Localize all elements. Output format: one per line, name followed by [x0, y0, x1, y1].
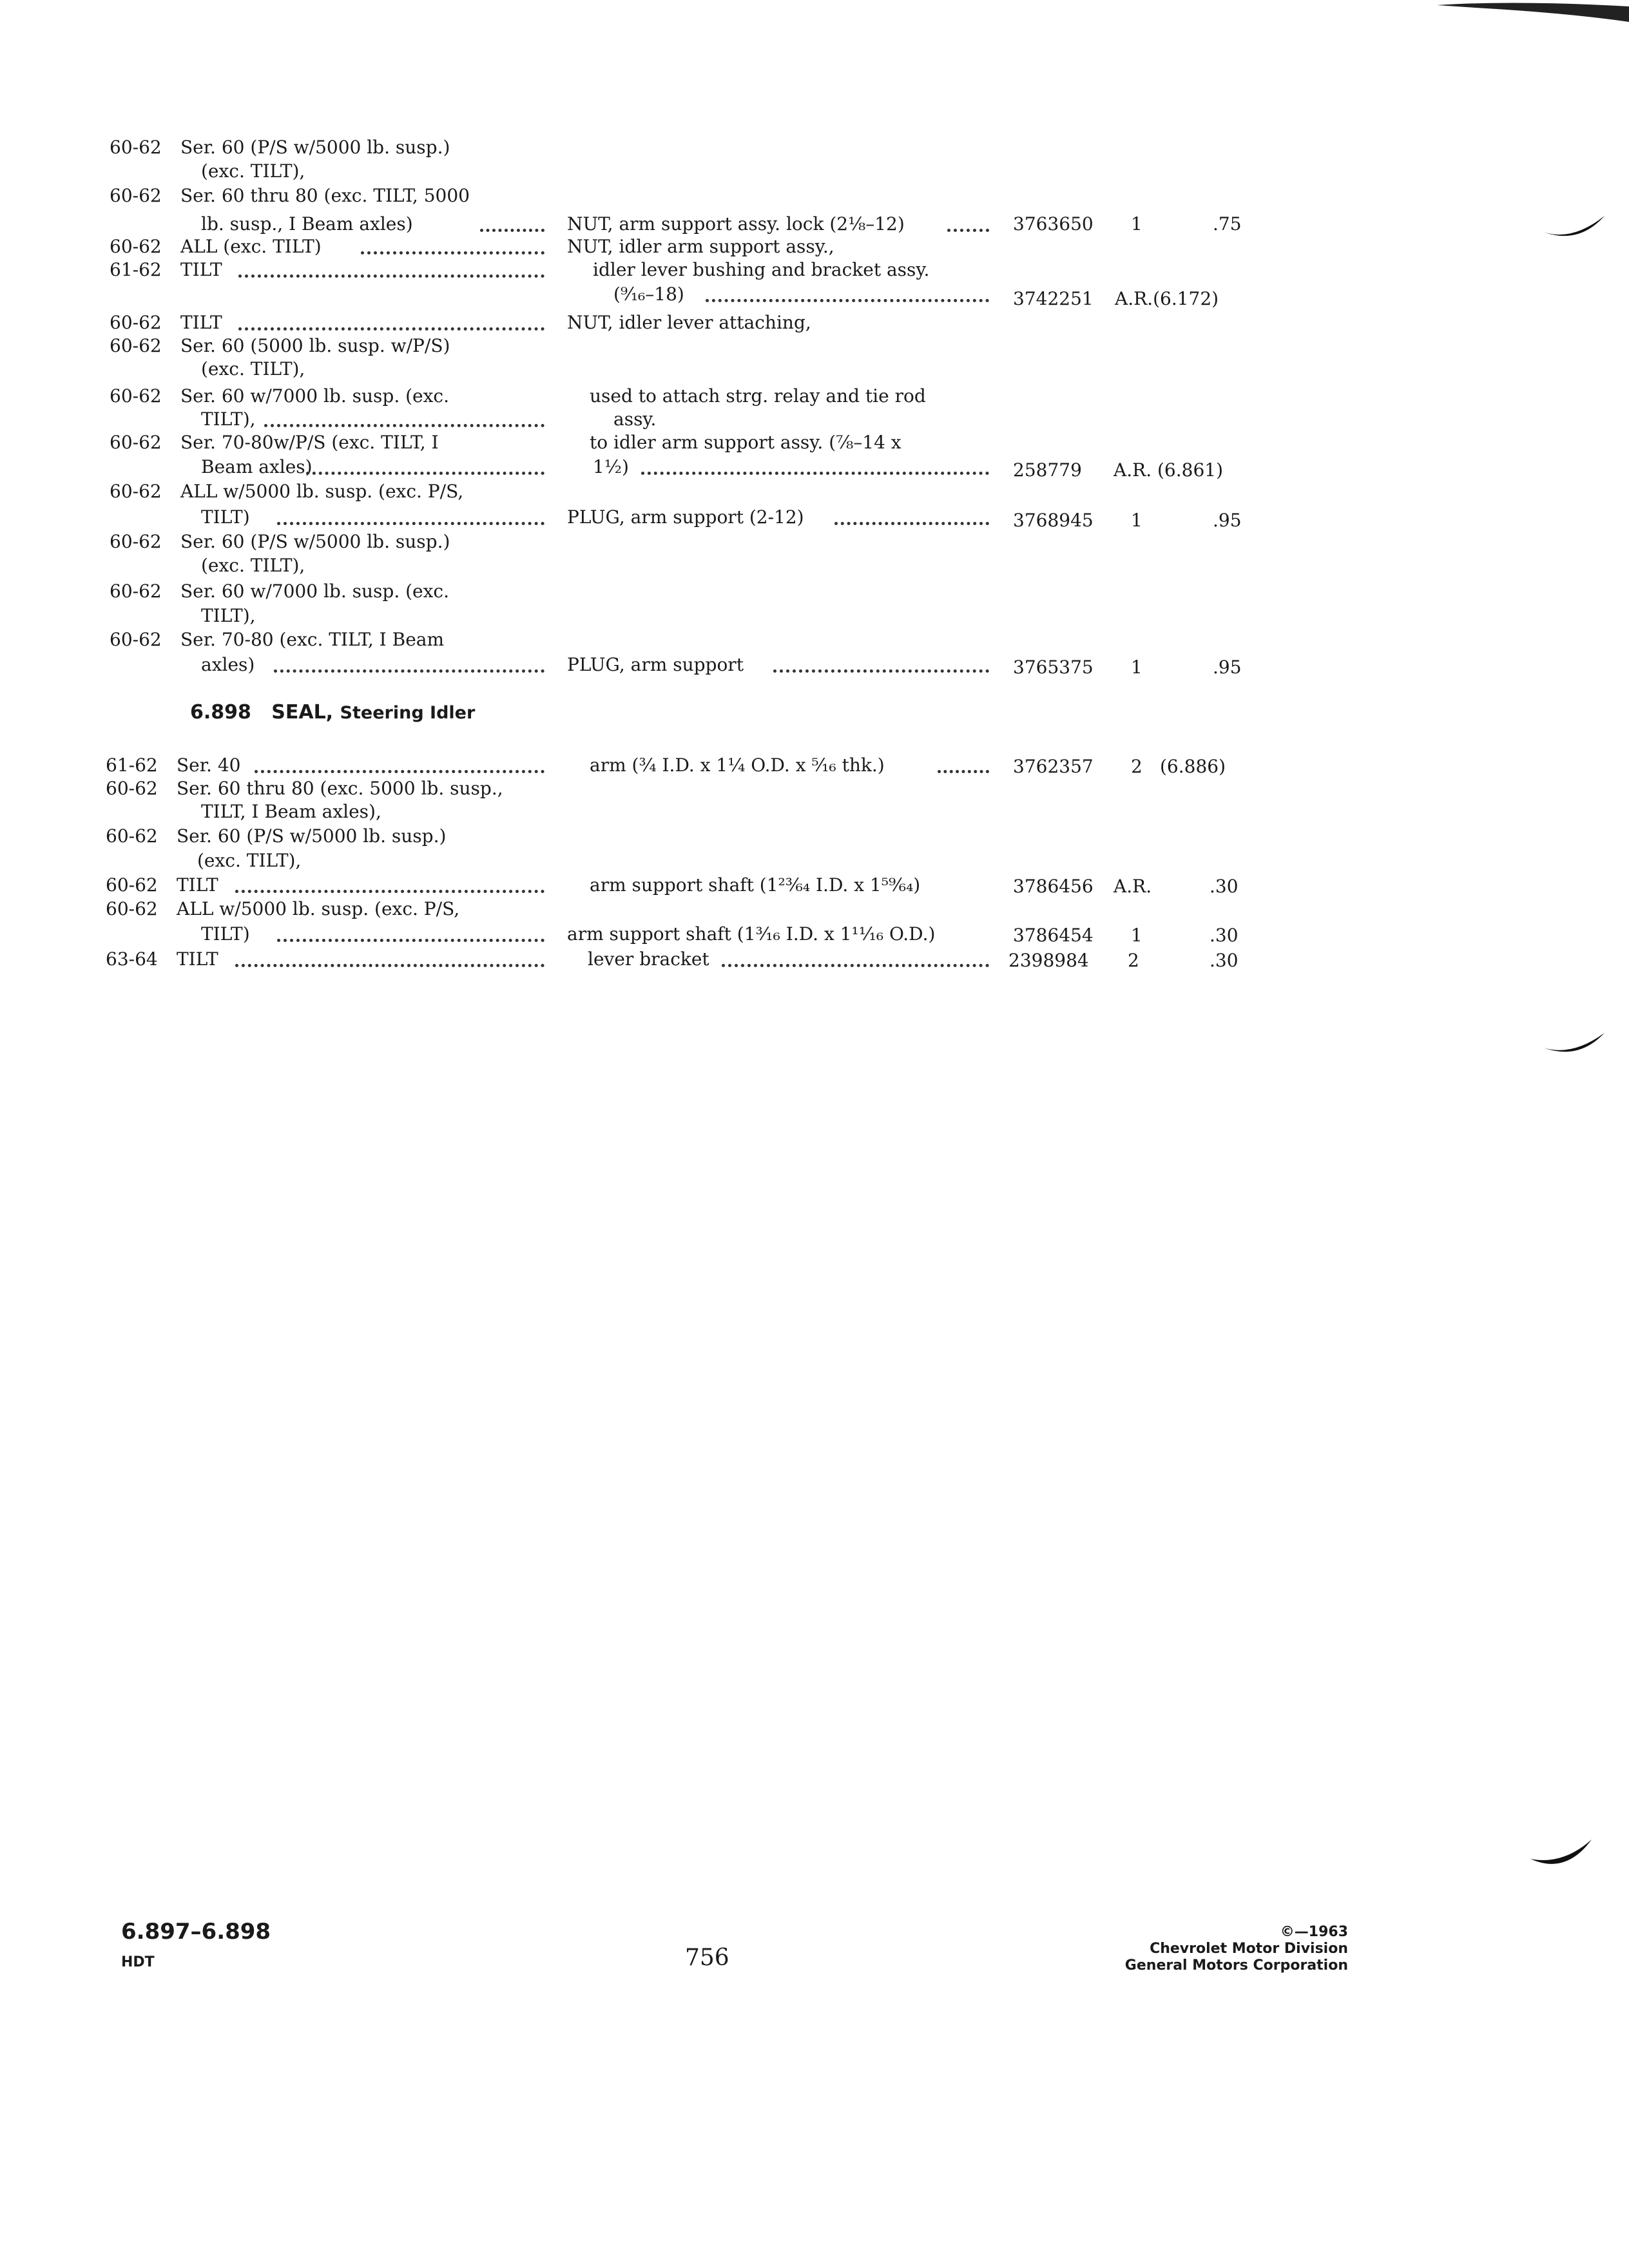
year: 60-62 — [110, 629, 162, 650]
quantity: 1 — [1131, 657, 1142, 678]
part-number: 3763650 — [1013, 213, 1094, 235]
model: Ser. 60 w/7000 lb. susp. (exc. — [180, 385, 449, 407]
year: 60-62 — [110, 185, 162, 206]
leader-dots — [834, 522, 989, 525]
year: 60-62 — [110, 481, 162, 502]
model: TILT), — [201, 408, 256, 430]
leader-dots — [947, 229, 989, 232]
description: to idler arm support assy. (⅞–14 x — [590, 432, 901, 453]
year: 60-62 — [110, 432, 162, 453]
section-number: 6.898 — [190, 701, 251, 724]
description: assy. — [613, 408, 657, 430]
description: arm (¾ I.D. x 1¼ O.D. x ⁵⁄₁₆ thk.) — [590, 754, 885, 776]
leader-dots — [255, 770, 545, 773]
description: (⁹⁄₁₆–18) — [613, 284, 684, 305]
model: Ser. 70-80 (exc. TILT, I Beam — [180, 629, 445, 650]
price: (6.886) — [1160, 756, 1226, 777]
leader-dots — [238, 274, 545, 278]
year: 60-62 — [110, 581, 162, 602]
year: 60-62 — [110, 236, 162, 257]
leader-dots — [773, 669, 989, 673]
model: ALL w/5000 lb. susp. (exc. P/S, — [180, 481, 464, 502]
scan-edge-mark-icon — [1437, 0, 1629, 26]
binder-mark-icon — [1540, 213, 1611, 245]
description: 1½) — [593, 456, 629, 477]
leader-dots — [235, 964, 545, 967]
model: (exc. TILT), — [201, 555, 305, 576]
leader-dots — [306, 472, 545, 475]
description: lever bracket — [588, 948, 709, 970]
description: NUT, idler lever attaching, — [567, 312, 811, 333]
part-number: 2398984 — [1008, 950, 1089, 971]
year: 61-62 — [106, 754, 158, 776]
model: TILT — [180, 259, 222, 280]
model: axles) — [201, 654, 255, 675]
quantity: 1 — [1131, 213, 1142, 235]
part-number: 3742251 — [1013, 288, 1094, 309]
model: Ser. 60 (P/S w/5000 lb. susp.) — [177, 825, 447, 847]
description: arm support shaft (1²³⁄₆₄ I.D. x 1⁵⁹⁄₆₄) — [590, 874, 921, 896]
year: 60-62 — [106, 778, 158, 799]
copyright: ©—1963 — [1280, 1924, 1348, 1940]
model: TILT, I Beam axles), — [201, 801, 381, 822]
model: TILT — [180, 312, 222, 333]
leader-dots — [480, 229, 545, 232]
leader-dots — [361, 251, 545, 255]
price: .95 — [1213, 657, 1242, 678]
description: NUT, arm support assy. lock (2⅛–12) — [567, 213, 905, 235]
model: (exc. TILT), — [201, 160, 305, 182]
quantity: 2 — [1131, 756, 1142, 777]
model: (exc. TILT), — [201, 358, 305, 380]
quantity: 1 — [1131, 925, 1142, 946]
leader-dots — [641, 472, 989, 475]
model: lb. susp., I Beam axles) — [201, 213, 413, 235]
part-number: 3786456 — [1013, 876, 1094, 897]
price: .95 — [1213, 510, 1242, 531]
year: 60-62 — [110, 335, 162, 356]
model: Beam axles) — [201, 456, 313, 477]
footer-section-range: 6.897–6.898 — [121, 1919, 271, 1945]
model: TILT), — [201, 605, 256, 626]
year: 60-62 — [106, 874, 158, 896]
section-title: SEAL, — [271, 701, 334, 724]
description: idler lever bushing and bracket assy. — [593, 259, 930, 280]
leader-dots — [706, 299, 989, 302]
model: Ser. 40 — [177, 754, 241, 776]
leader-dots — [722, 964, 989, 967]
description: NUT, idler arm support assy., — [567, 236, 834, 257]
description: used to attach strg. relay and tie rod — [590, 385, 926, 407]
quantity: 1 — [1131, 510, 1142, 531]
model: TILT — [177, 948, 218, 970]
section-heading — [190, 701, 475, 724]
leader-dots — [277, 522, 545, 525]
year: 63-64 — [106, 948, 158, 970]
quantity: 2 — [1128, 950, 1139, 971]
leader-dots — [235, 890, 545, 893]
model: (exc. TILT), — [197, 850, 302, 871]
year: 60-62 — [110, 385, 162, 407]
binder-mark-icon — [1540, 1030, 1611, 1062]
footer-copyright-block — [1125, 1924, 1348, 1974]
part-number: 3762357 — [1013, 756, 1094, 777]
model: TILT) — [201, 506, 250, 528]
quantity: A.R. — [1113, 876, 1152, 897]
model: Ser. 60 (P/S w/5000 lb. susp.) — [180, 137, 450, 158]
company-line-2: General Motors Corporation — [1124, 1957, 1348, 1974]
quantity: A.R.(6.172) — [1115, 288, 1219, 309]
leader-dots — [238, 327, 545, 331]
part-number: 3768945 — [1013, 510, 1094, 531]
year: 60-62 — [110, 531, 162, 552]
model: Ser. 60 (P/S w/5000 lb. susp.) — [180, 531, 450, 552]
price: .75 — [1213, 213, 1242, 235]
section-subtitle: Steering Idler — [340, 703, 476, 723]
year: 60-62 — [110, 312, 162, 333]
part-number: 3786454 — [1013, 925, 1094, 946]
price: .30 — [1210, 876, 1239, 897]
model: Ser. 60 thru 80 (exc. TILT, 5000 — [180, 185, 470, 206]
year: 60-62 — [110, 137, 162, 158]
binder-mark-icon — [1527, 1836, 1598, 1875]
model: ALL (exc. TILT) — [180, 236, 322, 257]
footer-code: HDT — [121, 1954, 155, 1970]
leader-dots — [274, 669, 545, 673]
year: 60-62 — [106, 898, 158, 919]
leader-dots — [938, 770, 989, 773]
model: Ser. 70-80w/P/S (exc. TILT, I — [180, 432, 439, 453]
description: PLUG, arm support (2-12) — [567, 506, 804, 528]
price: .30 — [1210, 950, 1239, 971]
leader-dots — [277, 939, 545, 942]
description: PLUG, arm support — [567, 654, 744, 675]
model: TILT) — [201, 923, 250, 945]
company-line-1: Chevrolet Motor Division — [1150, 1941, 1348, 1957]
year: 60-62 — [106, 825, 158, 847]
price: .30 — [1210, 925, 1239, 946]
quantity: A.R. (6.861) — [1113, 459, 1224, 481]
year: 61-62 — [110, 259, 162, 280]
description: arm support shaft (1³⁄₁₆ I.D. x 1¹¹⁄₁₆ O.D.) — [567, 923, 936, 945]
part-number: 3765375 — [1013, 657, 1094, 678]
model: Ser. 60 thru 80 (exc. 5000 lb. susp., — [177, 778, 503, 799]
model: ALL w/5000 lb. susp. (exc. P/S, — [177, 898, 460, 919]
model: TILT — [177, 874, 218, 896]
model: Ser. 60 w/7000 lb. susp. (exc. — [180, 581, 449, 602]
page-number: 756 — [685, 1945, 729, 1971]
leader-dots — [264, 424, 545, 427]
part-number: 258779 — [1013, 459, 1082, 481]
model: Ser. 60 (5000 lb. susp. w/P/S) — [180, 335, 450, 356]
